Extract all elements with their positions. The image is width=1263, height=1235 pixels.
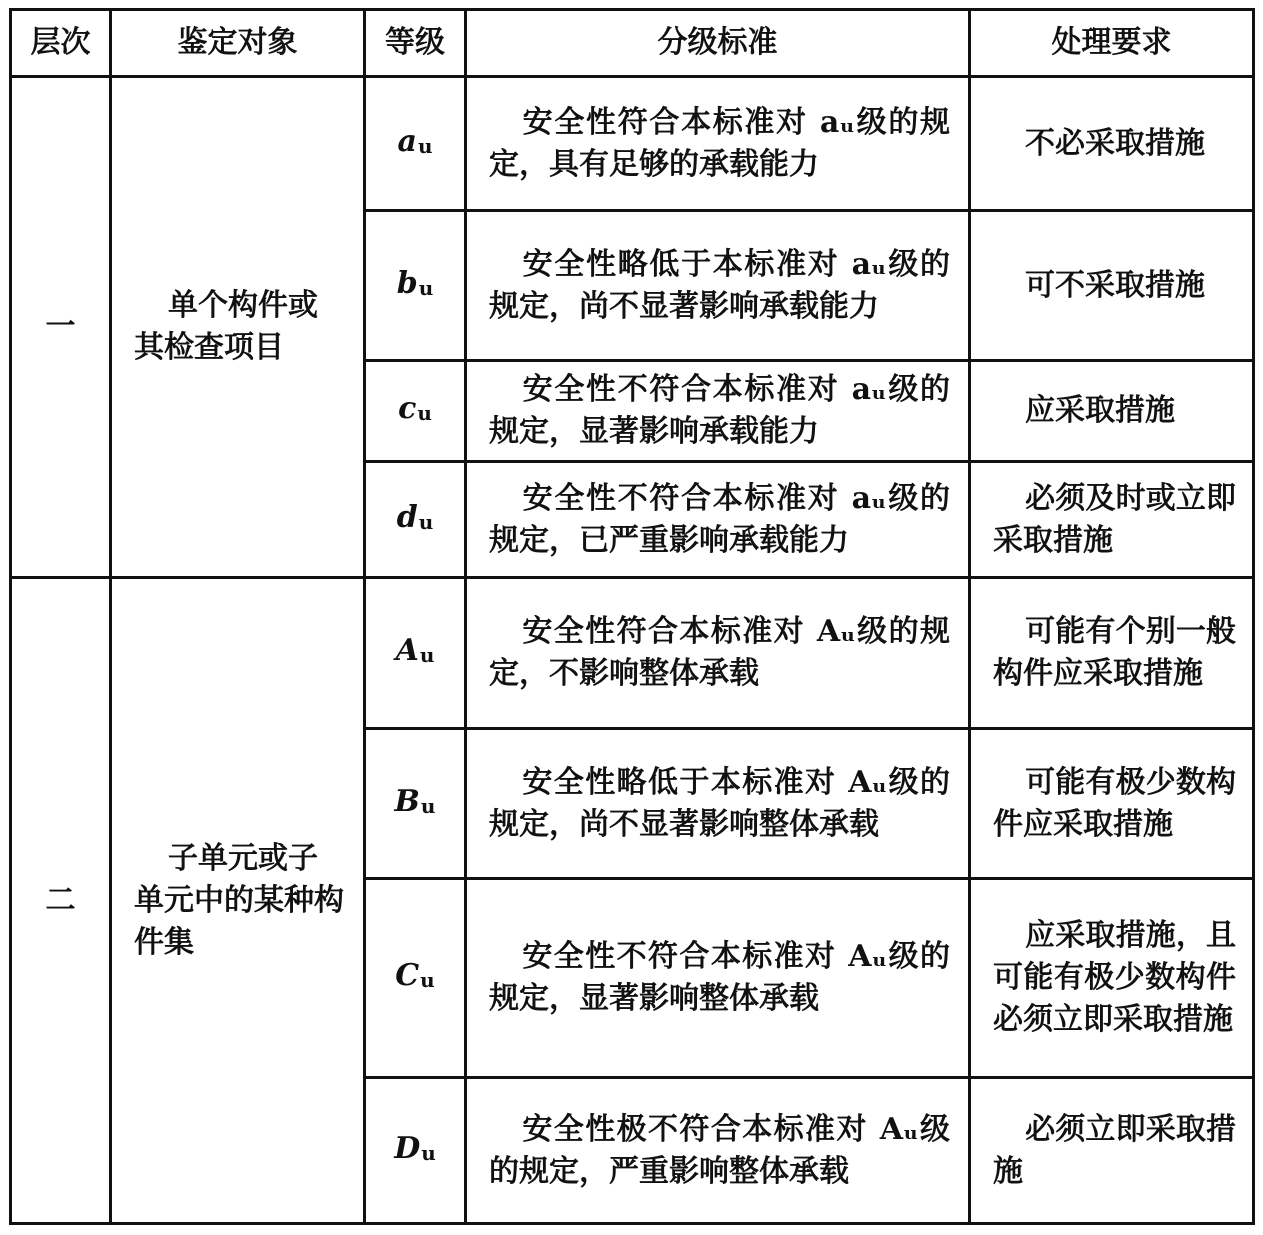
grade-cell (365, 462, 466, 578)
grade-letter: b (396, 265, 418, 301)
grade-cell (365, 879, 466, 1078)
criteria-text: 安全性极不符合本标准对 Aᵤ级的规定，严重影响整体承载 (489, 1111, 950, 1189)
table-row (11, 578, 1254, 729)
criteria-cell (466, 879, 970, 1078)
action-text: 可能有个别一般构件应采取措施 (993, 614, 1236, 691)
grade-subscript: u (419, 643, 435, 667)
grade-subscript: u (420, 968, 435, 992)
object-cell-1 (111, 77, 365, 578)
header-criteria: 分级标准 (466, 10, 970, 77)
action-text: 不必采取措施 (1025, 125, 1205, 161)
header-level: 层次 (11, 10, 111, 77)
grade-letter: B (394, 783, 420, 819)
header-grade: 等级 (365, 10, 466, 77)
criteria-text: 安全性不符合本标准对 aᵤ级的规定，已严重影响承载能力 (489, 480, 950, 558)
action-text: 应采取措施 (1025, 393, 1175, 428)
action-cell (970, 77, 1254, 211)
criteria-text: 安全性略低于本标准对 Aᵤ级的规定，尚不显著影响整体承载 (489, 764, 950, 842)
criteria-cell (466, 729, 970, 879)
action-cell (970, 211, 1254, 361)
action-cell (970, 361, 1254, 462)
grade-cell (365, 729, 466, 879)
action-text: 可能有极少数构件应采取措施 (993, 764, 1236, 842)
grade-letter: d (396, 499, 418, 535)
criteria-text: 安全性不符合本标准对 aᵤ级的规定，显著影响承载能力 (489, 372, 950, 449)
criteria-text: 安全性略低于本标准对 aᵤ级的规定，尚不显著影响承载能力 (489, 246, 950, 324)
object-cell-2 (111, 578, 365, 1224)
grade-cell (365, 1078, 466, 1224)
object-text: 子单元或子单元中的某种构件集 (134, 840, 344, 960)
criteria-text: 安全性符合本标准对 aᵤ级的规定，具有足够的承载能力 (489, 104, 950, 182)
criteria-cell (466, 1078, 970, 1224)
grade-subscript: u (418, 275, 434, 300)
grade-subscript: u (420, 793, 436, 818)
object-text: 单个构件或其检查项目 (134, 288, 318, 365)
grade-subscript: u (418, 509, 434, 534)
level-cell-1: 一 (11, 77, 111, 578)
criteria-cell (466, 361, 970, 462)
grade-cell (365, 211, 466, 361)
criteria-cell (466, 578, 970, 729)
criteria-text: 安全性符合本标准对 Aᵤ级的规定，不影响整体承载 (489, 614, 950, 691)
action-text: 应采取措施，且可能有极少数构件必须立即采取措施 (993, 918, 1236, 1037)
grade-letter: A (395, 633, 419, 668)
grade-cell (365, 361, 466, 462)
header-object: 鉴定对象 (111, 10, 365, 77)
header-row (11, 10, 1254, 77)
action-text: 必须及时或立即采取措施 (993, 480, 1236, 558)
table-row (11, 77, 1254, 211)
grade-subscript: u (417, 133, 433, 158)
level-cell-2: 二 (11, 578, 111, 1224)
grade-cell (365, 77, 466, 211)
criteria-cell (466, 77, 970, 211)
header-action: 处理要求 (970, 10, 1254, 77)
grade-subscript: u (417, 401, 432, 425)
safety-grade-table (9, 8, 1255, 1225)
grade-letter: c (398, 391, 417, 426)
grade-letter: a (397, 123, 417, 159)
grade-letter: C (395, 958, 420, 993)
criteria-text: 安全性不符合本标准对 Aᵤ级的规定，显著影响整体承载 (489, 939, 950, 1016)
action-cell (970, 462, 1254, 578)
action-cell (970, 1078, 1254, 1224)
action-text: 必须立即采取措施 (993, 1111, 1236, 1189)
action-cell (970, 879, 1254, 1078)
action-cell (970, 729, 1254, 879)
grade-cell (365, 578, 466, 729)
criteria-cell (466, 462, 970, 578)
grade-subscript: u (421, 1140, 436, 1165)
action-text: 可不采取措施 (1025, 267, 1205, 303)
criteria-cell (466, 211, 970, 361)
action-cell (970, 578, 1254, 729)
grade-letter: D (394, 1130, 421, 1166)
